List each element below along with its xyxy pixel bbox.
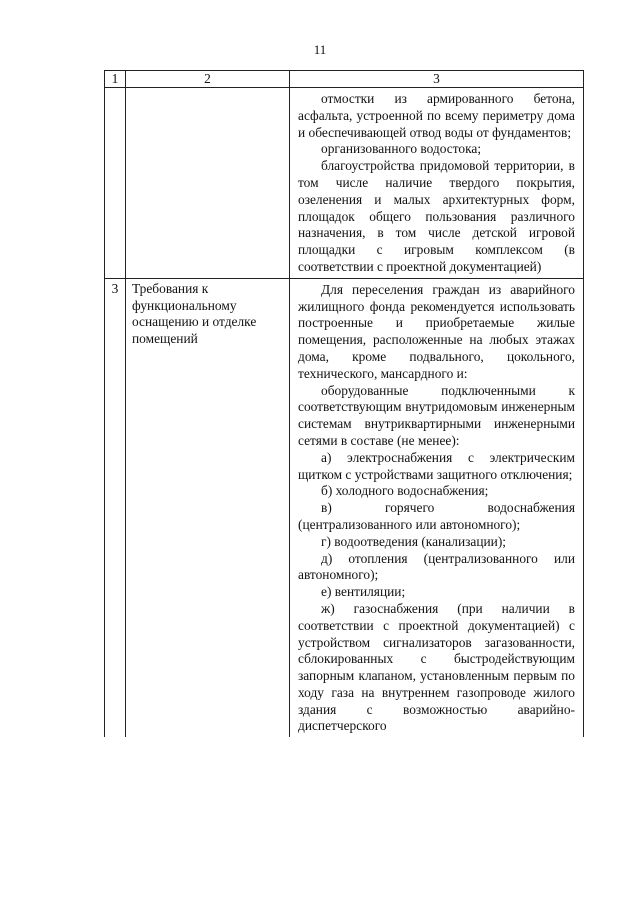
page-number: 11 (313, 42, 327, 57)
list-item-g: ж) газоснабжения (при наличии в соответствии с проектной документацией) с устройством сигнализаторов загазованности, сблокированных с быстродействующим запорным клапаном, установленным первым по ходу газа на внутреннем газопроводе жилого здания с возможностью аварийно-диспетчерского (298, 600, 575, 734)
header-cell-1: 1 (105, 71, 126, 88)
row-title-cell: Требования к функциональному оснащению и отделке помещений (126, 278, 290, 737)
row-content-cell (290, 88, 584, 279)
row-title-cell (126, 88, 290, 279)
list-item-c: в) горячего водоснабжения (централизованного или автономного); (298, 500, 575, 532)
paragraph-blind-area: отмостки из армированного бетона, асфальта, устроенной по всему периметру дома и обеспечивающей отвод воды от фундаментов; (298, 91, 575, 140)
header-cell-2: 2 (126, 71, 290, 88)
row-number-cell: 3 (105, 278, 126, 737)
list-item-e: д) отопления (централизованного или автономного); (298, 550, 575, 583)
list-item-b: б) холодного водоснабжения; (321, 483, 489, 499)
header-cell-3: 3 (290, 71, 584, 88)
list-item-a: а) электроснабжения с электрическим щитком с устройствами защитного отключения; (298, 449, 575, 482)
paragraph-intro: Для переселения граждан из аварийного жилищного фонда рекомендуется использовать построенные и приобретаемые жилые помещения, расположенные на любых этажах дома, кроме подвального, цокольного, технического, мансардного и: (298, 281, 575, 381)
paragraph-equipped: оборудованные подключенными к соответствующим внутридомовым инженерным системам внутриквартирными инженерными сетями в составе (не менее): (298, 382, 575, 448)
table-row (105, 88, 584, 279)
list-item-d: г) водоотведения (канализации); (321, 533, 507, 549)
requirements-table (104, 70, 584, 737)
row-number-cell (105, 88, 126, 279)
table-header-row (105, 71, 584, 88)
paragraph-landscaping: благоустройства придомовой территории, в том числе наличие твердого покрытия, озеленения и малых архитектурных форм, площадок общего пользования различного назначения, в том числе детской игровой площадки с игровым комплексом (в соответствии с проектной документацией) (298, 158, 575, 274)
table-row (105, 278, 584, 737)
row-content-cell (290, 278, 584, 737)
paragraph-drainage: организованного водостока; (321, 141, 482, 157)
list-item-f: е) вентиляции; (321, 584, 406, 600)
